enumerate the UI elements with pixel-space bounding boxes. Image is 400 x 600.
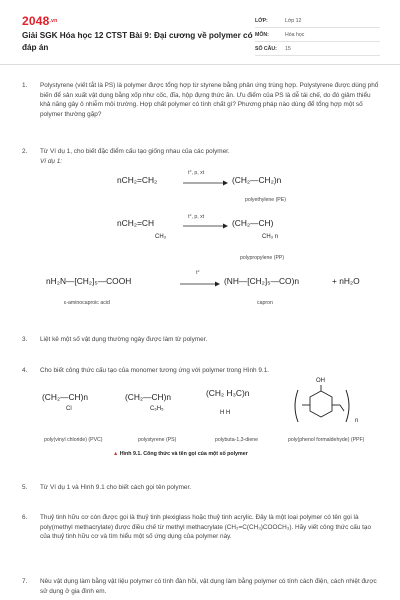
reaction-1-arrow xyxy=(183,180,228,186)
question-text: Liệt kê một số vật dụng thường ngày được làm từ polymer. xyxy=(40,336,208,343)
meta-value: Hóa học xyxy=(285,31,305,38)
caption-marker-icon: ▲ xyxy=(113,451,119,457)
question-text: Từ Ví dụ 1, cho biết đặc điểm cấu tạo giống nhau của các polymer. xyxy=(40,148,230,155)
question-text: Từ Ví dụ 1 và Hình 9.1 cho biết cách gọi tên polymer. xyxy=(40,484,191,491)
question-number: 4. xyxy=(22,367,28,374)
question-6 xyxy=(22,513,382,542)
reaction-3-product-name: capron xyxy=(257,300,273,306)
question-number: 1. xyxy=(22,82,28,89)
fig-label-ps: polystyrene (PS) xyxy=(138,437,177,443)
meta-value: Lớp 12 xyxy=(285,17,302,24)
logo-text: 2048 xyxy=(22,14,50,28)
reaction-2-product: (CH₂—CH) xyxy=(232,218,274,228)
question-text: Nêu vật dụng làm bằng vật liệu polymer có tính đàn hồi, vật dụng làm bằng polymer có tính cách điện, cách nhiệt được sử dụng ở gia đình em. xyxy=(40,578,377,595)
meta-label: SỐ CÂU: xyxy=(255,45,277,52)
reaction-1-reactant: nCH₂=CH₂ xyxy=(117,175,158,185)
pvc-formula: (CH₂—CH)n xyxy=(42,392,89,402)
question-7 xyxy=(22,577,382,596)
example-label: Ví dụ 1: xyxy=(40,157,63,165)
pb-formula: (CH₂ H₃C)n xyxy=(206,388,250,398)
reaction-1-name: polyethylene (PE) xyxy=(245,197,286,203)
question-number: 6. xyxy=(22,514,28,521)
fig-label-pvc: poly(vinyl chloride) (PVC) xyxy=(44,437,103,443)
meta-table xyxy=(255,14,380,56)
question-3 xyxy=(22,335,382,345)
meta-label: MÔN: xyxy=(255,31,269,38)
question-4 xyxy=(22,366,382,376)
reaction-2-product-branch: CH₃ n xyxy=(262,234,279,240)
reaction-3-arrow xyxy=(180,281,220,287)
meta-row-subject xyxy=(255,28,380,42)
reaction-2-arrow xyxy=(183,223,228,229)
question-number: 7. xyxy=(22,578,28,585)
ppf-ring-structure xyxy=(292,385,352,427)
question-2 xyxy=(22,147,382,166)
reaction-3-water: + nH₂O xyxy=(332,276,360,286)
figure-caption xyxy=(113,451,248,457)
question-text: Thuỷ tinh hữu cơ còn được gọi là thuỷ tinh plexiglass hoặc thuỷ tinh acrylic. Đây là một loại polymer có tên gọi là poly(methyl methacrylate) được điều chế từ methyl methacrylate (CH₂=C(CH₃)COOCH₃). Hãy viết công thức cấu tạo của thuỷ tinh hữu cơ và tìm hiểu một số ứng dụng của polymer này. xyxy=(40,514,372,541)
ps-substituent: C₆H₅ xyxy=(150,406,164,412)
question-number: 5. xyxy=(22,484,28,491)
caption-text: Hình 9.1. Công thức và tên gọi của một số polymer xyxy=(119,451,248,457)
ppf-repeat-n: n xyxy=(355,418,359,424)
reaction-1-condition: t°, p, xt xyxy=(188,170,205,176)
reaction-2-condition: t°, p, xt xyxy=(188,214,205,220)
fig-label-pb: polybuta-1,3-diene xyxy=(215,437,258,443)
ppf-hydroxyl: OH xyxy=(316,378,325,384)
fig-label-ppf: poly(phenol formaldehyde) (PPF) xyxy=(288,437,365,443)
question-5 xyxy=(22,483,382,493)
pvc-substituent: Cl xyxy=(66,406,72,412)
logo-suffix: .vn xyxy=(49,18,58,24)
meta-row-count xyxy=(255,42,380,56)
reaction-3-product: (NH—[CH₂]₅—CO)n xyxy=(224,276,300,286)
reaction-2-reactant: nCH₂=CH xyxy=(117,218,154,228)
ps-formula: (CH₂—CH)n xyxy=(125,392,172,402)
question-1 xyxy=(22,81,382,119)
reaction-3-condition: t° xyxy=(196,270,200,276)
document-header xyxy=(0,0,400,62)
reaction-3-reactant-name: ε-aminocaproic acid xyxy=(64,300,110,306)
header-divider xyxy=(0,64,400,65)
reaction-3-reactant: nH₂N—[CH₂]₅—COOH xyxy=(46,276,132,286)
reaction-1-product: (CH₂—CH₂)n xyxy=(232,175,282,185)
question-number: 3. xyxy=(22,336,28,343)
meta-value: 15 xyxy=(285,45,291,52)
question-number: 2. xyxy=(22,148,28,155)
question-text: Cho biết công thức cấu tạo của monomer tương ứng với polymer trong Hình 9.1. xyxy=(40,367,270,374)
reaction-2-name: polypropylene (PP) xyxy=(240,255,285,261)
meta-row-class xyxy=(255,14,380,28)
question-text: Polystyrene (viết tắt là PS) là polymer được tổng hợp từ styrene bằng phản ứng trùng hợp. Polystyrene được dùng phổ biến để sản xuất vật dụng bằng xốp như cốc, đĩa, hộp đựng thức ăn. Ưu điểm của PS là dễ tái chế, do đó giảm thiểu khả năng gây ô nhiễm môi trường. Hợp chất polymer có tính chất gì? Phương pháp nào dùng để tổng hợp một số polymer thường gặp? xyxy=(40,82,379,118)
site-logo[interactable] xyxy=(22,14,57,28)
pb-hydrogens: H H xyxy=(220,410,231,416)
document-title: Giải SGK Hóa học 12 CTST Bài 9: Đại cương về polymer có đáp án xyxy=(22,31,253,52)
reaction-2-reactant-branch: CH₃ xyxy=(155,234,167,240)
meta-label: LỚP: xyxy=(255,17,268,24)
